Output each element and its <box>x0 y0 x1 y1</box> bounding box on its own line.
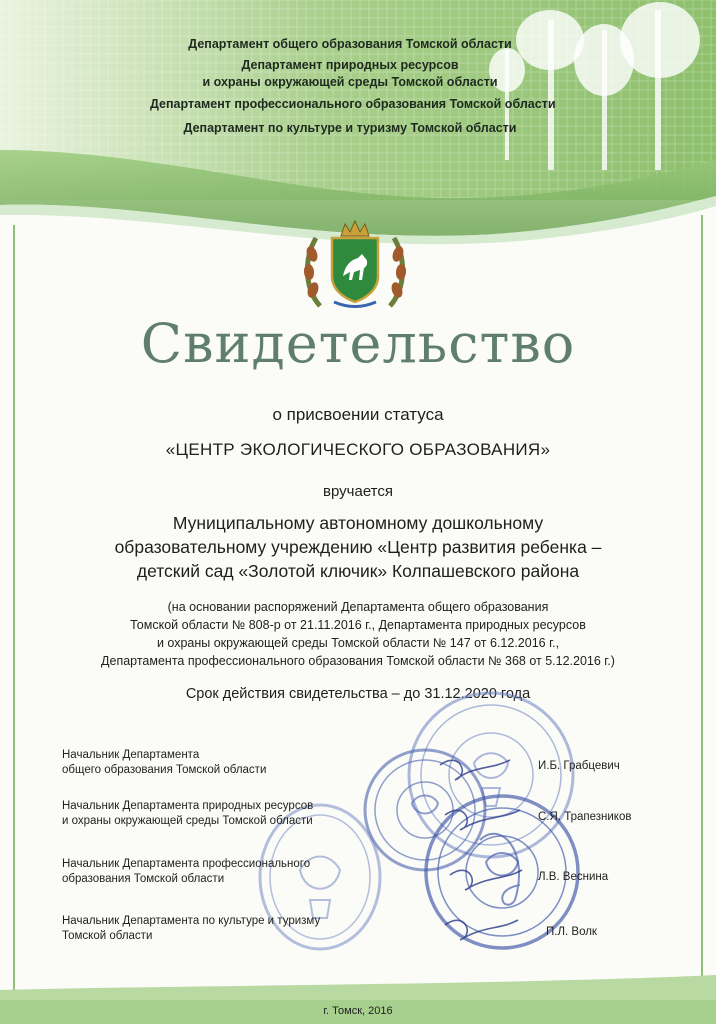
signature-name: П.Л. Волк <box>546 926 597 938</box>
status-name: «ЦЕНТР ЭКОЛОГИЧЕСКОГО ОБРАЗОВАНИЯ» <box>165 440 551 459</box>
header-line: Департамент по культуре и туризму Томской области <box>183 121 517 135</box>
header-line: и охраны окружающей среды Томской области <box>202 75 498 89</box>
recipient-line: Муниципальному автономному дошкольному <box>172 513 544 533</box>
tomsk-coat-of-arms-icon <box>298 218 412 310</box>
signature-title: Начальник Департамента природных ресурсов и охраны окружающей среды Томской области <box>62 800 314 827</box>
footer-place-year: г. Томск, 2016 <box>323 1005 393 1017</box>
header-line: Департамент общего образования Томской области <box>188 37 512 51</box>
handwritten-signature <box>430 745 530 945</box>
header-line: Департамент профессионального образования Томской области <box>150 97 556 111</box>
header-line: Департамент природных ресурсов <box>241 58 459 72</box>
awarded-text: вручается <box>323 483 393 500</box>
basis-line: (на основании распоряжений Департамента общего образования <box>167 600 549 614</box>
basis-line: Департамента профессионального образования Томской области № 368 от 5.12.2016 г.) <box>101 654 615 668</box>
header <box>0 0 716 160</box>
recipient-line: образовательному учреждению «Центр развития ребенка – <box>114 537 602 557</box>
certificate-title: Свидетельство <box>140 312 576 375</box>
signature-name: И.Б. Грабцевич <box>538 760 620 772</box>
signature-name: С.Я. Трапезников <box>538 811 632 823</box>
signature-title: Начальник Департамента общего образования Томской области <box>62 749 267 776</box>
signature-name: Л.В. Веснина <box>538 871 609 883</box>
recipient-line: детский сад «Золотой ключик» Колпашевского района <box>136 561 580 581</box>
signature-title: Начальник Департамента по культуре и туризму Томской области <box>62 915 321 942</box>
basis-line: Томской области № 808-р от 21.11.2016 г., Департамента природных ресурсов <box>130 618 586 632</box>
basis-line: и охраны окружающей среды Томской области № 147 от 6.12.2016 г., <box>156 636 560 650</box>
subtitle: о присвоении статуса <box>272 405 444 424</box>
signature-title: Начальник Департамента профессионального образования Томской области <box>62 858 311 885</box>
validity-text: Срок действия свидетельства – до 31.12.2020 года <box>185 686 531 702</box>
